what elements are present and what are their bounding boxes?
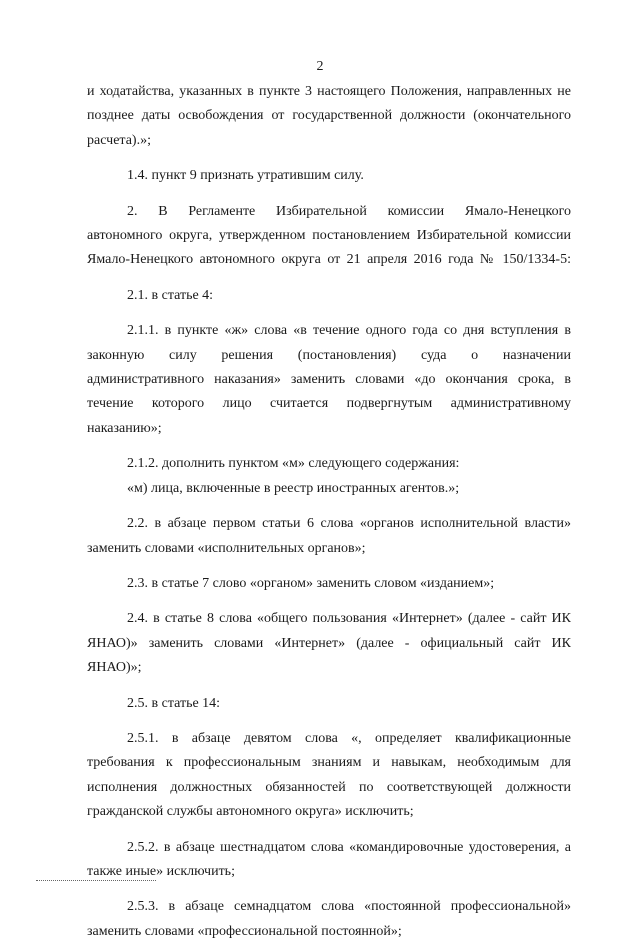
- text-line: также иные» исключить;: [87, 863, 235, 879]
- text-line: требования к профессиональным знаниям и навыкам, необходимым для: [87, 755, 571, 771]
- text-line: ЯНАО)»;: [87, 660, 142, 676]
- text-line: 2. В Регламенте Избирательной комиссии Ямало-Ненецкого: [127, 203, 571, 219]
- text-line: 2.4. в статье 8 слова «общего пользования «Интернет» (далее - сайт ИК: [127, 611, 571, 627]
- text-line: расчета).»;: [87, 132, 151, 148]
- text-line: 2.5.1. в абзаце девятом слова «, определяет квалификационные: [127, 730, 571, 746]
- text-line: заменить словами «исполнительных органов»;: [87, 540, 366, 556]
- text-line: гражданской службы автономного округа» исключить;: [87, 804, 414, 820]
- text-line: 2.5.3. в абзаце семнадцатом слова «постоянной профессиональной»: [127, 899, 571, 915]
- text-line: 2.5. в статье 14:: [127, 695, 221, 711]
- page-number: 2: [316, 59, 324, 74]
- text-line: законную силу решения (постановления) суда о назначении: [87, 347, 571, 363]
- text-line: 2.3. в статье 7 слово «органом» заменить словом «изданием»;: [127, 575, 495, 591]
- text-line: позднее даты освобождения от государственной должности (окончательного: [87, 108, 571, 124]
- text-line: 2.1.1. в пункте «ж» слова «в течение одного года со дня вступления в: [127, 323, 571, 339]
- text-line: и ходатайства, указанных в пункте 3 настоящего Положения, направленных не: [87, 84, 571, 99]
- text-line: 1.4. пункт 9 признать утратившим силу.: [127, 168, 364, 184]
- text-line: автономного округа, утвержденном постановлением Избирательной комиссии: [87, 228, 571, 244]
- text-line: «м) лица, включенные в реестр иностранных агентов.»;: [127, 480, 460, 496]
- text-line: административного наказания» заменить словами «до окончания срока, в: [87, 372, 571, 388]
- document-body: [87, 80, 571, 944]
- text-line: наказанию»;: [87, 420, 162, 436]
- text-line: исполнения должностных обязанностей по соответствующей должности: [87, 779, 571, 795]
- text-line: заменить словами «профессиональной постоянной»;: [87, 923, 402, 939]
- text-line: 2.1.2. дополнить пунктом «м» следующего содержания:: [127, 456, 460, 472]
- text-line: Ямало-Ненецкого автономного округа от 21 апреля 2016 года № 150/1334-5:: [87, 252, 571, 268]
- text-line: 2.5.2. в абзаце шестнадцатом слова «командировочные удостоверения, а: [127, 839, 571, 855]
- text-line: 2.2. в абзаце первом статьи 6 слова «органов исполнительной власти»: [127, 516, 571, 532]
- text-line: ЯНАО)» заменить словами «Интернет» (далее - официальный сайт ИК: [87, 635, 571, 651]
- footer-divider: [36, 880, 156, 881]
- text-line: течение которого лицо считается подвергнутым административному: [87, 396, 571, 412]
- text-line: 2.1. в статье 4:: [127, 287, 214, 303]
